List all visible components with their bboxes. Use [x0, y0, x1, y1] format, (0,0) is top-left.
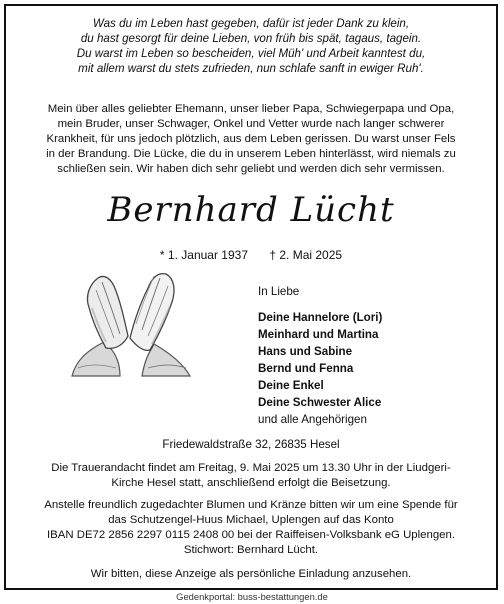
family-greeting: In Liebe: [258, 285, 300, 298]
family-member: Hans und Sabine: [258, 345, 353, 358]
birth-date: * 1. Januar 1937: [159, 248, 248, 262]
deceased-name: Bernhard Lücht: [107, 190, 395, 230]
donation-info: [6, 498, 496, 558]
family-member: Bernd und Fenna: [258, 362, 354, 375]
closing-note: Wir bitten, diese Anzeige als persönliche Einladung anzusehen.: [90, 568, 412, 580]
donation-line: Anstelle freundlich zugedachter Blumen und Kränze bitten wir um eine Spende für: [44, 499, 458, 511]
donation-line: Stichwort: Bernhard Lücht.: [183, 544, 319, 556]
family-member: Deine Schwester Alice: [258, 396, 382, 409]
family-member: Deine Hannelore (Lori): [258, 311, 383, 324]
poem-line: du hast gesorgt für deine Lieben, von früh bis spät, tagaus, tagein.: [80, 32, 422, 45]
family-address: Friedewaldstraße 32, 26835 Hesel: [162, 438, 340, 451]
intro-line: Krankheit, für uns jedoch plötzlich, aus dem Leben gerissen. Du warst unser Fels: [46, 133, 456, 145]
donation-line: das Schutzengel-Huus Michael, Uplengen auf das Konto: [108, 514, 394, 526]
poem-line: Du warst im Leben so bescheiden, viel Müh' und Arbeit kanntest du,: [76, 47, 426, 60]
praying-hands-icon: [58, 264, 218, 384]
service-info: [6, 461, 496, 491]
poem-line: Was du im Leben hast gegeben, dafür ist jeder Dank zu klein,: [92, 17, 410, 30]
intro-line: in der Brandung. Die Lücke, die du in unserem Leben hinterlässt, wird niemals zu: [46, 148, 456, 160]
death-date: † 2. Mai 2025: [269, 248, 343, 262]
family-member: Deine Enkel: [258, 379, 324, 392]
family-list: [258, 283, 382, 428]
family-others: und alle Angehörigen: [258, 413, 367, 426]
intro-line: schließen sein. Wir haben dich sehr geliebt und werden dich sehr vermissen.: [57, 163, 445, 175]
service-line: Kirche Hesel statt, anschließend erfolgt die Beisetzung.: [111, 477, 391, 489]
poem-line: mit allem warst du stets zufrieden, nun schlafe sanft in ewiger Ruh'.: [78, 62, 424, 75]
family-member: Meinhard und Martina: [258, 328, 379, 341]
obituary-frame: [4, 4, 498, 590]
donation-line: IBAN DE72 2856 2297 0115 2408 00 bei der Raiffeisen-Volksbank eG Uplengen.: [46, 529, 456, 541]
intro-line: mein Bruder, unser Schwager, Onkel und Vetter wurde nach langer schwerer: [57, 118, 445, 130]
footer-portal-link[interactable]: Gedenkportal: buss-bestattungen.de: [176, 591, 328, 602]
intro-text: [6, 102, 496, 177]
life-dates: [6, 248, 496, 262]
intro-line: Mein über alles geliebter Ehemann, unser lieber Papa, Schwiegerpapa und Opa,: [47, 103, 455, 115]
poem: [6, 16, 496, 76]
service-line: Die Trauerandacht findet am Freitag, 9. Mai 2025 um 13.30 Uhr in der Liudgeri-: [51, 462, 451, 474]
